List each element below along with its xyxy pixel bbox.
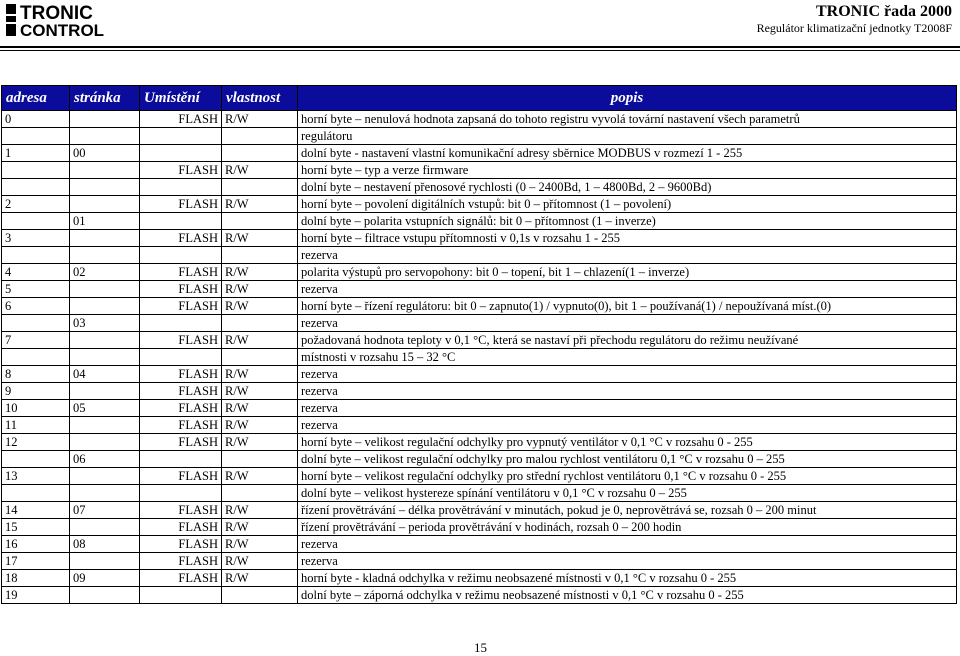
address-cell: 10 <box>2 400 70 417</box>
table-row <box>2 213 957 230</box>
table-row <box>2 536 957 553</box>
table-row <box>2 179 957 196</box>
description-cell: rezerva <box>298 315 957 332</box>
table-row <box>2 570 957 587</box>
access-cell <box>222 128 298 145</box>
header-divider-thin <box>0 50 960 51</box>
address-cell <box>2 128 70 145</box>
address-cell <box>2 213 70 230</box>
page-cell: 05 <box>70 400 140 417</box>
location-cell: FLASH <box>140 332 222 349</box>
table-row <box>2 196 957 213</box>
location-cell: FLASH <box>140 400 222 417</box>
description-cell: horní byte – filtrace vstupu přítomnosti v 0,1s v rozsahu 1 - 255 <box>298 230 957 247</box>
page-cell <box>70 553 140 570</box>
access-cell: R/W <box>222 553 298 570</box>
location-cell <box>140 315 222 332</box>
address-cell: 19 <box>2 587 70 604</box>
page-cell <box>70 179 140 196</box>
table-row <box>2 349 957 366</box>
description-cell: místnosti v rozsahu 15 – 32 °C <box>298 349 957 366</box>
description-cell: polarita výstupů pro servopohony: bit 0 – topení, bit 1 – chlazení(1 – inverze) <box>298 264 957 281</box>
column-header-adresa: adresa <box>2 86 70 111</box>
location-cell: FLASH <box>140 383 222 400</box>
address-cell: 15 <box>2 519 70 536</box>
access-cell <box>222 315 298 332</box>
access-cell: R/W <box>222 281 298 298</box>
description-cell: rezerva <box>298 553 957 570</box>
description-cell: dolní byte – polarita vstupních signálů: bit 0 – přítomnost (1 – inverze) <box>298 213 957 230</box>
page-cell <box>70 434 140 451</box>
description-cell: rezerva <box>298 417 957 434</box>
description-cell: rezerva <box>298 536 957 553</box>
access-cell: R/W <box>222 196 298 213</box>
description-cell: rezerva <box>298 383 957 400</box>
address-cell: 8 <box>2 366 70 383</box>
table-row <box>2 366 957 383</box>
address-cell: 18 <box>2 570 70 587</box>
table-row <box>2 553 957 570</box>
page-cell: 03 <box>70 315 140 332</box>
table-row <box>2 434 957 451</box>
access-cell: R/W <box>222 111 298 128</box>
location-cell: FLASH <box>140 553 222 570</box>
location-cell: FLASH <box>140 519 222 536</box>
location-cell <box>140 349 222 366</box>
address-cell <box>2 162 70 179</box>
table-row <box>2 587 957 604</box>
table-row <box>2 502 957 519</box>
address-cell <box>2 451 70 468</box>
location-cell: FLASH <box>140 502 222 519</box>
page-cell <box>70 417 140 434</box>
page-number: 15 <box>474 640 487 655</box>
access-cell: R/W <box>222 230 298 247</box>
column-header-popis: popis <box>298 86 957 111</box>
column-header-stranka: stránka <box>70 86 140 111</box>
access-cell: R/W <box>222 298 298 315</box>
page-cell <box>70 332 140 349</box>
address-cell <box>2 349 70 366</box>
access-cell <box>222 179 298 196</box>
address-cell: 11 <box>2 417 70 434</box>
access-cell <box>222 349 298 366</box>
location-cell: FLASH <box>140 417 222 434</box>
description-cell: regulátoru <box>298 128 957 145</box>
description-cell: dolní byte – velikost hystereze spínání ventilátoru v 0,1 °C v rozsahu 0 – 255 <box>298 485 957 502</box>
page-cell <box>70 519 140 536</box>
page-cell: 02 <box>70 264 140 281</box>
access-cell <box>222 587 298 604</box>
access-cell: R/W <box>222 400 298 417</box>
table-row <box>2 298 957 315</box>
address-cell: 7 <box>2 332 70 349</box>
page-cell <box>70 587 140 604</box>
page-cell <box>70 383 140 400</box>
table-row <box>2 315 957 332</box>
location-cell: FLASH <box>140 536 222 553</box>
column-header-vlastnost: vlastnost <box>222 86 298 111</box>
access-cell: R/W <box>222 417 298 434</box>
access-cell: R/W <box>222 536 298 553</box>
page-cell <box>70 468 140 485</box>
address-cell <box>2 315 70 332</box>
tronic-control-logo <box>6 2 142 38</box>
access-cell: R/W <box>222 519 298 536</box>
address-cell: 16 <box>2 536 70 553</box>
description-cell: dolní byte - nastavení vlastní komunikační adresy sběrnice MODBUS v rozmezí 1 - 255 <box>298 145 957 162</box>
access-cell: R/W <box>222 434 298 451</box>
address-cell <box>2 485 70 502</box>
table-row <box>2 332 957 349</box>
description-cell: rezerva <box>298 400 957 417</box>
address-cell: 5 <box>2 281 70 298</box>
description-cell: rezerva <box>298 247 957 264</box>
description-cell: rezerva <box>298 366 957 383</box>
description-cell: horní byte – velikost regulační odchylky pro vypnutý ventilátor v 0,1 °C v rozsahu 0 - 255 <box>298 434 957 451</box>
table-row <box>2 400 957 417</box>
page-cell: 04 <box>70 366 140 383</box>
address-cell <box>2 179 70 196</box>
table-row <box>2 111 957 128</box>
access-cell <box>222 213 298 230</box>
page-cell <box>70 230 140 247</box>
page-cell <box>70 349 140 366</box>
page-cell: 09 <box>70 570 140 587</box>
table-row <box>2 128 957 145</box>
location-cell: FLASH <box>140 570 222 587</box>
location-cell <box>140 179 222 196</box>
page-cell: 06 <box>70 451 140 468</box>
table-row <box>2 451 957 468</box>
location-cell <box>140 128 222 145</box>
address-cell: 0 <box>2 111 70 128</box>
access-cell: R/W <box>222 366 298 383</box>
page-cell: 01 <box>70 213 140 230</box>
address-cell: 9 <box>2 383 70 400</box>
table-row <box>2 247 957 264</box>
table-row <box>2 519 957 536</box>
access-cell <box>222 145 298 162</box>
page-cell <box>70 298 140 315</box>
location-cell: FLASH <box>140 434 222 451</box>
access-cell <box>222 247 298 264</box>
column-header-umisteni: Umístění <box>140 86 222 111</box>
access-cell: R/W <box>222 570 298 587</box>
location-cell <box>140 213 222 230</box>
table-row <box>2 281 957 298</box>
description-cell: horní byte – nenulová hodnota zapsaná do tohoto registru vyvolá tovární nastavení všech parametrů <box>298 111 957 128</box>
location-cell: FLASH <box>140 264 222 281</box>
access-cell: R/W <box>222 162 298 179</box>
location-cell <box>140 451 222 468</box>
table-row <box>2 417 957 434</box>
description-cell: horní byte – povolení digitálních vstupů: bit 0 – přítomnost (1 – povolení) <box>298 196 957 213</box>
access-cell: R/W <box>222 383 298 400</box>
description-cell: rezerva <box>298 281 957 298</box>
page-cell <box>70 196 140 213</box>
description-cell: horní byte - kladná odchylka v režimu neobsazené místnosti v 0,1 °C v rozsahu 0 - 255 <box>298 570 957 587</box>
table-row <box>2 145 957 162</box>
document-title: TRONIC řada 2000 <box>815 3 952 20</box>
address-cell <box>2 247 70 264</box>
location-cell: FLASH <box>140 230 222 247</box>
location-cell <box>140 247 222 264</box>
table-row <box>2 468 957 485</box>
address-cell: 2 <box>2 196 70 213</box>
location-cell: FLASH <box>140 468 222 485</box>
page-cell: 07 <box>70 502 140 519</box>
location-cell: FLASH <box>140 111 222 128</box>
address-cell: 17 <box>2 553 70 570</box>
register-table-body <box>2 111 957 604</box>
description-cell: horní byte – typ a verze firmware <box>298 162 957 179</box>
page-cell <box>70 485 140 502</box>
description-cell: řízení provětrávání – perioda provětrávání v hodinách, rozsah 0 – 200 hodin <box>298 519 957 536</box>
page-cell <box>70 281 140 298</box>
location-cell <box>140 485 222 502</box>
address-cell: 6 <box>2 298 70 315</box>
access-cell: R/W <box>222 332 298 349</box>
access-cell: R/W <box>222 502 298 519</box>
location-cell <box>140 587 222 604</box>
description-cell: řízení provětrávání – délka provětrávání v minutách, pokud je 0, neprovětrává se, rozsah 0 – 200 minut <box>298 502 957 519</box>
access-cell <box>222 451 298 468</box>
description-cell: požadovaná hodnota teploty v 0,1 °C, která se nastaví při přechodu regulátoru do režimu neužívané <box>298 332 957 349</box>
svg-text:TRONIC: TRONIC <box>20 3 93 24</box>
header-divider <box>0 46 960 48</box>
table-row <box>2 383 957 400</box>
address-cell: 4 <box>2 264 70 281</box>
location-cell <box>140 145 222 162</box>
access-cell: R/W <box>222 264 298 281</box>
page-cell: 08 <box>70 536 140 553</box>
description-cell: dolní byte – velikost regulační odchylky pro malou rychlost ventilátoru 0,1 °C v rozsahu 0 – 255 <box>298 451 957 468</box>
access-cell: R/W <box>222 468 298 485</box>
page-cell <box>70 162 140 179</box>
address-cell: 3 <box>2 230 70 247</box>
description-cell: dolní byte – nestavení přenosové rychlosti (0 – 2400Bd, 1 – 4800Bd, 2 – 9600Bd) <box>298 179 957 196</box>
location-cell: FLASH <box>140 196 222 213</box>
address-cell: 1 <box>2 145 70 162</box>
location-cell: FLASH <box>140 281 222 298</box>
location-cell: FLASH <box>140 298 222 315</box>
register-table <box>1 85 957 604</box>
table-row <box>2 162 957 179</box>
address-cell: 12 <box>2 434 70 451</box>
table-row <box>2 485 957 502</box>
page-cell: 00 <box>70 145 140 162</box>
table-header-row <box>2 86 957 111</box>
table-row <box>2 264 957 281</box>
document-header <box>757 3 952 35</box>
access-cell <box>222 485 298 502</box>
address-cell: 13 <box>2 468 70 485</box>
location-cell: FLASH <box>140 366 222 383</box>
table-row <box>2 230 957 247</box>
page-cell <box>70 111 140 128</box>
description-cell: horní byte – řízení regulátoru: bit 0 – zapnuto(1) / vypnuto(0), bit 1 – používaná(1) / nepoužívaná míst.(0) <box>298 298 957 315</box>
location-cell: FLASH <box>140 162 222 179</box>
description-cell: horní byte – velikost regulační odchylky pro střední rychlost ventilátoru 0,1 °C v rozsahu 0 - 255 <box>298 468 957 485</box>
address-cell: 14 <box>2 502 70 519</box>
description-cell: dolní byte – záporná odchylka v režimu neobsazené místnosti v 0,1 °C v rozsahu 0 - 255 <box>298 587 957 604</box>
page-cell <box>70 247 140 264</box>
svg-text:CONTROL: CONTROL <box>20 21 105 38</box>
page-cell <box>70 128 140 145</box>
document-subtitle: Regulátor klimatizační jednotky T2008F <box>756 21 952 35</box>
